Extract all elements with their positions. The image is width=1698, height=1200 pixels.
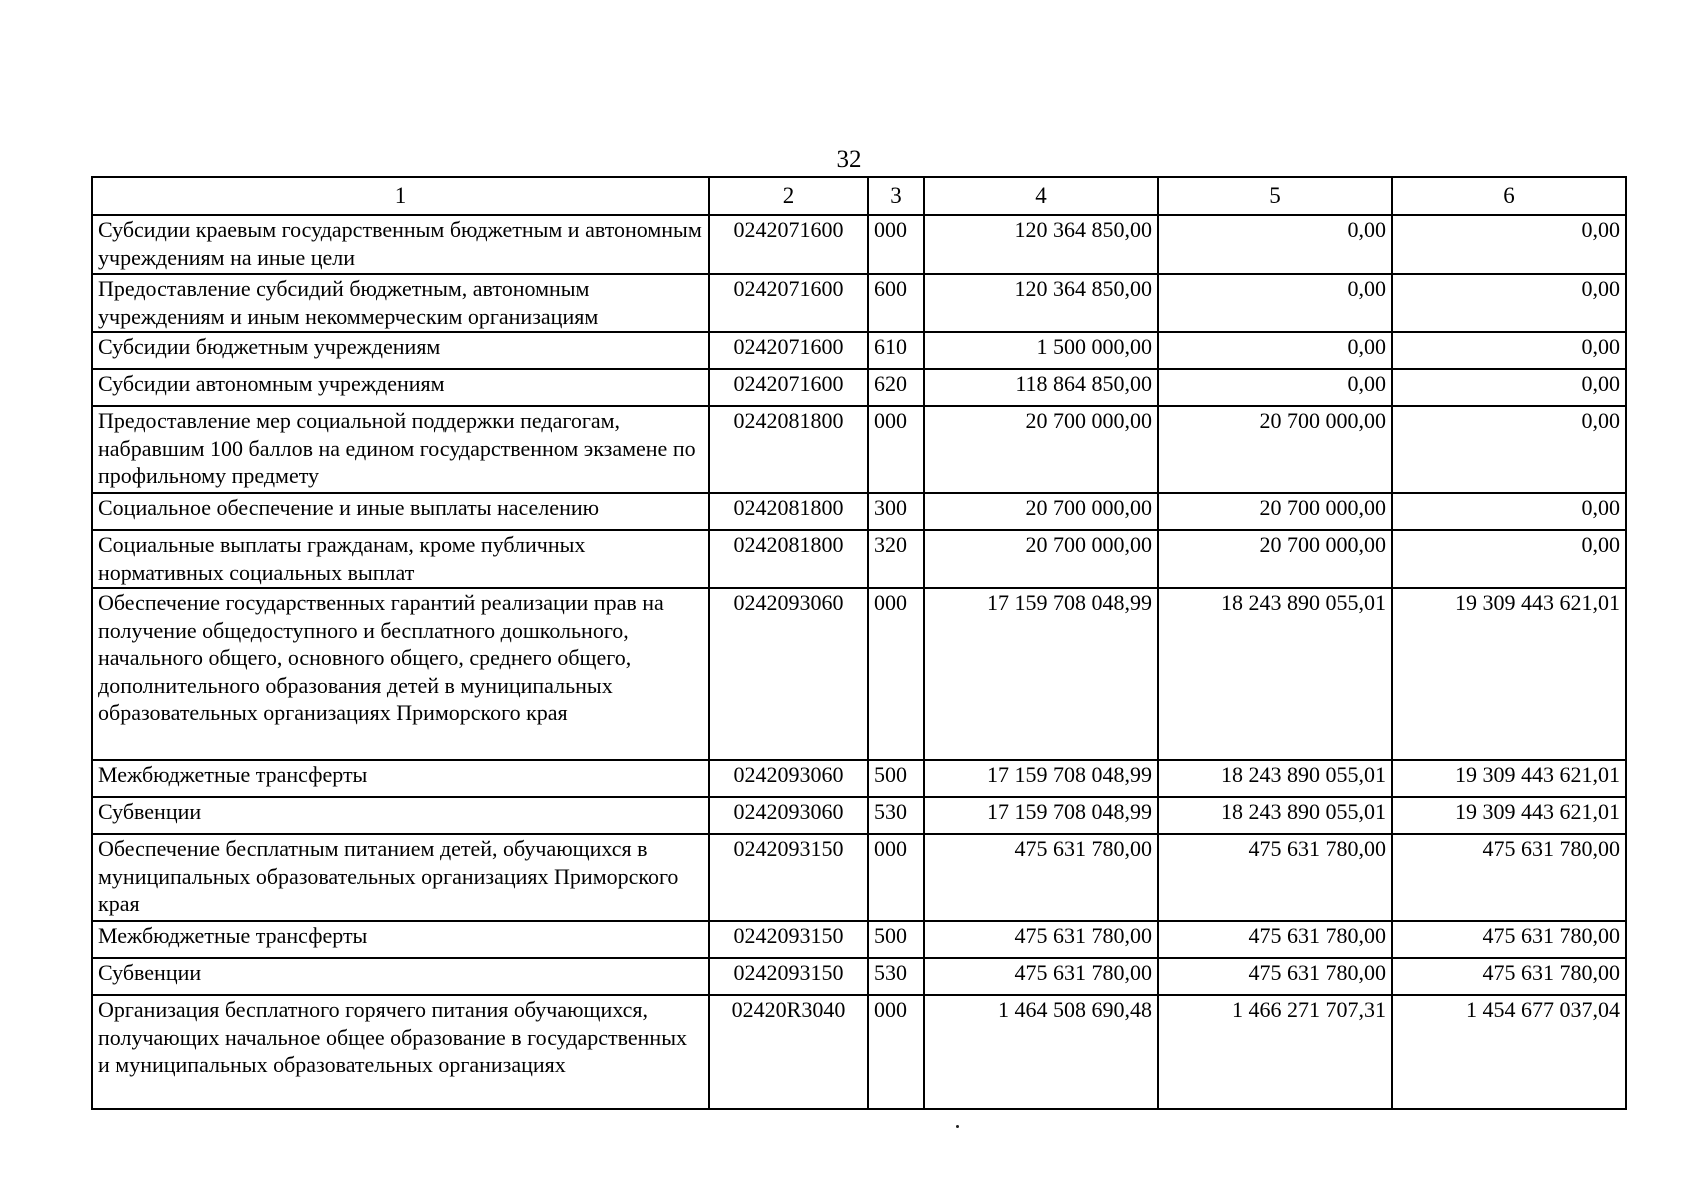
expense-type-cell: 530 <box>868 958 924 995</box>
expense-type-cell: 000 <box>868 834 924 921</box>
amount-col5-cell: 20 700 000,00 <box>1158 493 1392 530</box>
item-name-cell: Обеспечение бесплатным питанием детей, обучающихся в муниципальных образовательных организациях Приморского края <box>92 834 709 921</box>
amount-col6-cell: 19 309 443 621,01 <box>1392 797 1626 834</box>
amount-col4-cell: 1 500 000,00 <box>924 332 1158 369</box>
target-code-cell: 0242081800 <box>709 406 868 493</box>
amount-col5-cell: 0,00 <box>1158 369 1392 406</box>
expense-type-cell: 320 <box>868 530 924 588</box>
table-row <box>92 274 1626 332</box>
target-code-cell: 0242093150 <box>709 921 868 958</box>
amount-col6-cell: 0,00 <box>1392 274 1626 332</box>
item-name-cell: Субвенции <box>92 797 709 834</box>
item-name-cell: Социальное обеспечение и иные выплаты населению <box>92 493 709 530</box>
table-row <box>92 797 1626 834</box>
expense-type-cell: 000 <box>868 588 924 760</box>
amount-col4-cell: 17 159 708 048,99 <box>924 760 1158 797</box>
amount-col4-cell: 475 631 780,00 <box>924 921 1158 958</box>
target-code-cell: 0242093060 <box>709 760 868 797</box>
target-code-cell: 0242071600 <box>709 274 868 332</box>
target-code-cell: 0242093060 <box>709 588 868 760</box>
amount-col4-cell: 120 364 850,00 <box>924 215 1158 274</box>
table-row <box>92 834 1626 921</box>
target-code-cell: 0242093150 <box>709 958 868 995</box>
table-header-row <box>92 177 1626 215</box>
item-name-cell: Предоставление мер социальной поддержки педагогам, набравшим 100 баллов на едином государственном экзамене по профильному предмету <box>92 406 709 493</box>
column-header: 2 <box>709 177 868 215</box>
amount-col6-cell: 475 631 780,00 <box>1392 834 1626 921</box>
target-code-cell: 0242071600 <box>709 215 868 274</box>
amount-col5-cell: 18 243 890 055,01 <box>1158 588 1392 760</box>
expense-type-cell: 300 <box>868 493 924 530</box>
amount-col4-cell: 475 631 780,00 <box>924 834 1158 921</box>
amount-col6-cell: 0,00 <box>1392 369 1626 406</box>
amount-col4-cell: 20 700 000,00 <box>924 493 1158 530</box>
page-number: 32 <box>836 146 862 173</box>
table-row <box>92 369 1626 406</box>
column-header: 1 <box>92 177 709 215</box>
scan-speck <box>956 1125 959 1128</box>
table-row <box>92 921 1626 958</box>
expense-type-cell: 000 <box>868 215 924 274</box>
amount-col5-cell: 475 631 780,00 <box>1158 921 1392 958</box>
column-header: 5 <box>1158 177 1392 215</box>
table-row <box>92 493 1626 530</box>
amount-col5-cell: 20 700 000,00 <box>1158 530 1392 588</box>
amount-col5-cell: 475 631 780,00 <box>1158 958 1392 995</box>
amount-col4-cell: 118 864 850,00 <box>924 369 1158 406</box>
target-code-cell: 0242081800 <box>709 530 868 588</box>
item-name-cell: Субсидии краевым государственным бюджетным и автономным учреждениям на иные цели <box>92 215 709 274</box>
expense-type-cell: 530 <box>868 797 924 834</box>
amount-col6-cell: 0,00 <box>1392 215 1626 274</box>
amount-col6-cell: 0,00 <box>1392 530 1626 588</box>
amount-col6-cell: 1 454 677 037,04 <box>1392 995 1626 1109</box>
expense-type-cell: 610 <box>868 332 924 369</box>
table-row <box>92 332 1626 369</box>
amount-col4-cell: 120 364 850,00 <box>924 274 1158 332</box>
amount-col4-cell: 20 700 000,00 <box>924 406 1158 493</box>
amount-col6-cell: 19 309 443 621,01 <box>1392 760 1626 797</box>
target-code-cell: 0242093060 <box>709 797 868 834</box>
item-name-cell: Организация бесплатного горячего питания обучающихся, получающих начальное общее образование в государственных и муниципальных образовательных организациях <box>92 995 709 1109</box>
item-name-cell: Субсидии бюджетным учреждениям <box>92 332 709 369</box>
table-row <box>92 215 1626 274</box>
amount-col5-cell: 18 243 890 055,01 <box>1158 797 1392 834</box>
amount-col6-cell: 0,00 <box>1392 493 1626 530</box>
table-row <box>92 995 1626 1109</box>
target-code-cell: 0242071600 <box>709 332 868 369</box>
target-code-cell: 0242071600 <box>709 369 868 406</box>
expense-type-cell: 500 <box>868 921 924 958</box>
item-name-cell: Предоставление субсидий бюджетным, автономным учреждениям и иным некоммерческим организациям <box>92 274 709 332</box>
item-name-cell: Социальные выплаты гражданам, кроме публичных нормативных социальных выплат <box>92 530 709 588</box>
target-code-cell: 02420R3040 <box>709 995 868 1109</box>
table-row <box>92 588 1626 760</box>
expense-type-cell: 600 <box>868 274 924 332</box>
amount-col5-cell: 0,00 <box>1158 274 1392 332</box>
expense-type-cell: 000 <box>868 406 924 493</box>
amount-col6-cell: 0,00 <box>1392 332 1626 369</box>
amount-col4-cell: 20 700 000,00 <box>924 530 1158 588</box>
column-header: 4 <box>924 177 1158 215</box>
amount-col4-cell: 17 159 708 048,99 <box>924 797 1158 834</box>
amount-col4-cell: 1 464 508 690,48 <box>924 995 1158 1109</box>
amount-col6-cell: 19 309 443 621,01 <box>1392 588 1626 760</box>
amount-col6-cell: 475 631 780,00 <box>1392 958 1626 995</box>
amount-col6-cell: 0,00 <box>1392 406 1626 493</box>
table-row <box>92 958 1626 995</box>
column-header: 3 <box>868 177 924 215</box>
budget-table <box>91 176 1627 1110</box>
item-name-cell: Субсидии автономным учреждениям <box>92 369 709 406</box>
target-code-cell: 0242093150 <box>709 834 868 921</box>
amount-col5-cell: 1 466 271 707,31 <box>1158 995 1392 1109</box>
item-name-cell: Межбюджетные трансферты <box>92 760 709 797</box>
expense-type-cell: 500 <box>868 760 924 797</box>
amount-col5-cell: 475 631 780,00 <box>1158 834 1392 921</box>
expense-type-cell: 000 <box>868 995 924 1109</box>
amount-col5-cell: 0,00 <box>1158 332 1392 369</box>
amount-col5-cell: 0,00 <box>1158 215 1392 274</box>
amount-col5-cell: 20 700 000,00 <box>1158 406 1392 493</box>
item-name-cell: Межбюджетные трансферты <box>92 921 709 958</box>
amount-col6-cell: 475 631 780,00 <box>1392 921 1626 958</box>
column-header: 6 <box>1392 177 1626 215</box>
target-code-cell: 0242081800 <box>709 493 868 530</box>
table-row <box>92 406 1626 493</box>
item-name-cell: Обеспечение государственных гарантий реализации прав на получение общедоступного и бесплатного дошкольного, начального общего, основного общего, среднего общего, дополнительного образования детей в муниципальных образовательных организациях Приморского края <box>92 588 709 760</box>
amount-col5-cell: 18 243 890 055,01 <box>1158 760 1392 797</box>
amount-col4-cell: 475 631 780,00 <box>924 958 1158 995</box>
table-row <box>92 530 1626 588</box>
item-name-cell: Субвенции <box>92 958 709 995</box>
expense-type-cell: 620 <box>868 369 924 406</box>
table-row <box>92 760 1626 797</box>
amount-col4-cell: 17 159 708 048,99 <box>924 588 1158 760</box>
